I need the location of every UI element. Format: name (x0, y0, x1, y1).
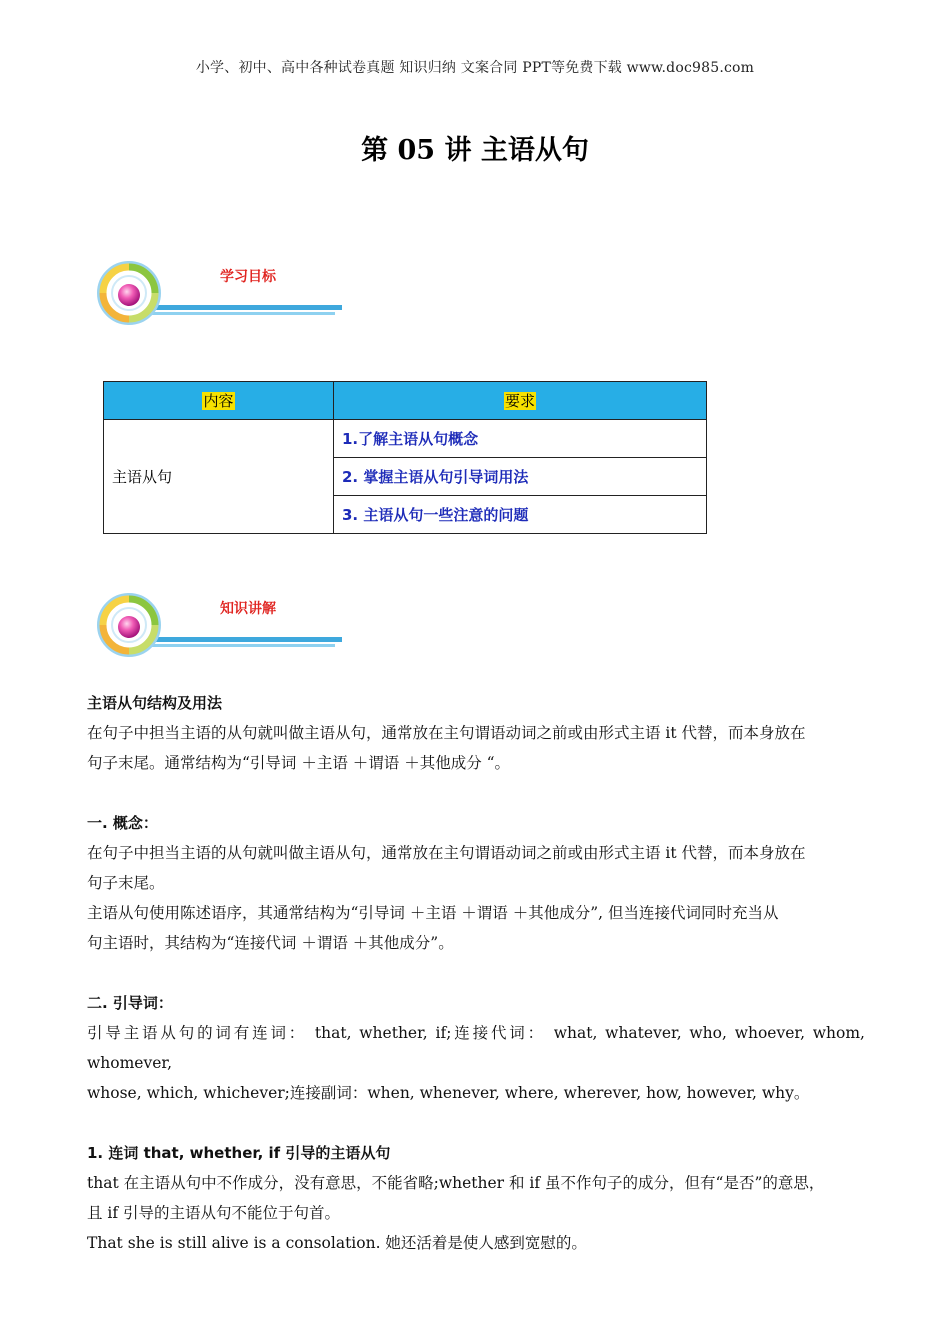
paragraph: 句主语时，其结构为“连接代词 ＋谓语 ＋其他成分”。 (87, 934, 454, 952)
section-heading: 一. 概念： (87, 814, 158, 832)
table-row (104, 420, 707, 458)
goals-table (103, 381, 707, 534)
column-header-content: 内容 (104, 382, 334, 420)
example-sentence: That she is still alive is a consolation. 她还活着是使人感到宽慰的。 (87, 1234, 587, 1252)
content-body (87, 688, 865, 1258)
paragraph: 在句子中担当主语的从句就叫做主语从句，通常放在主句谓语动词之前或由形式主语 it 代替，而本身放在 (87, 844, 806, 862)
paragraph: 句子末尾。 (87, 874, 165, 892)
paragraph: that 在主语从句中不作成分，没有意思，不能省略;whether 和 if 虽不作句子的成分，但有“是否”的意思， (87, 1174, 825, 1192)
section-heading: 二. 引导词： (87, 994, 173, 1012)
banner-label: 知识讲解 (220, 601, 276, 617)
paragraph: 且 if 引导的主语从句不能位于句首。 (87, 1204, 341, 1222)
page-title: 第 05 讲 主语从句 (361, 135, 589, 166)
paragraph: 引导主语从句的词有连词： that, whether, if;连接代词： what, whatever, who, whoever, whom, whomever, (87, 1024, 865, 1072)
requirement-cell: 3. 主语从句一些注意的问题 (334, 496, 707, 534)
page-header: 小学、初中、高中各种试卷真题 知识归纳 文案合同 PPT等免费下载 www.doc985.com (195, 60, 755, 76)
requirement-cell: 1.了解主语从句概念 (334, 420, 707, 458)
section-heading: 1. 连词 that, whether, if 引导的主语从句 (87, 1144, 391, 1162)
section-heading: 主语从句结构及用法 (87, 694, 223, 712)
spacer (87, 958, 865, 988)
spacer (87, 778, 865, 808)
paragraph: 主语从句使用陈述语序，其通常结构为“引导词 ＋主语 ＋谓语 ＋其他成分”, 但当连接代词同时充当从 (87, 904, 779, 922)
paragraph: 句子末尾。通常结构为“引导词 ＋主语 ＋谓语 ＋其他成分 “。 (87, 754, 511, 772)
topic-cell: 主语从句 (104, 420, 334, 534)
paragraph: whose, which, whichever;连接副词：when, whenever, where, wherever, how, however, why。 (87, 1084, 810, 1102)
spacer (87, 1108, 865, 1138)
column-header-requirement: 要求 (334, 382, 707, 420)
section-banner-goals (96, 260, 346, 340)
paragraph: 在句子中担当主语的从句就叫做主语从句，通常放在主句谓语动词之前或由形式主语 it 代替，而本身放在 (87, 724, 806, 742)
table-header-row (104, 382, 707, 420)
requirement-cell: 2. 掌握主语从句引导词用法 (334, 458, 707, 496)
banner-label: 学习目标 (220, 269, 276, 285)
section-banner-knowledge (96, 592, 346, 672)
